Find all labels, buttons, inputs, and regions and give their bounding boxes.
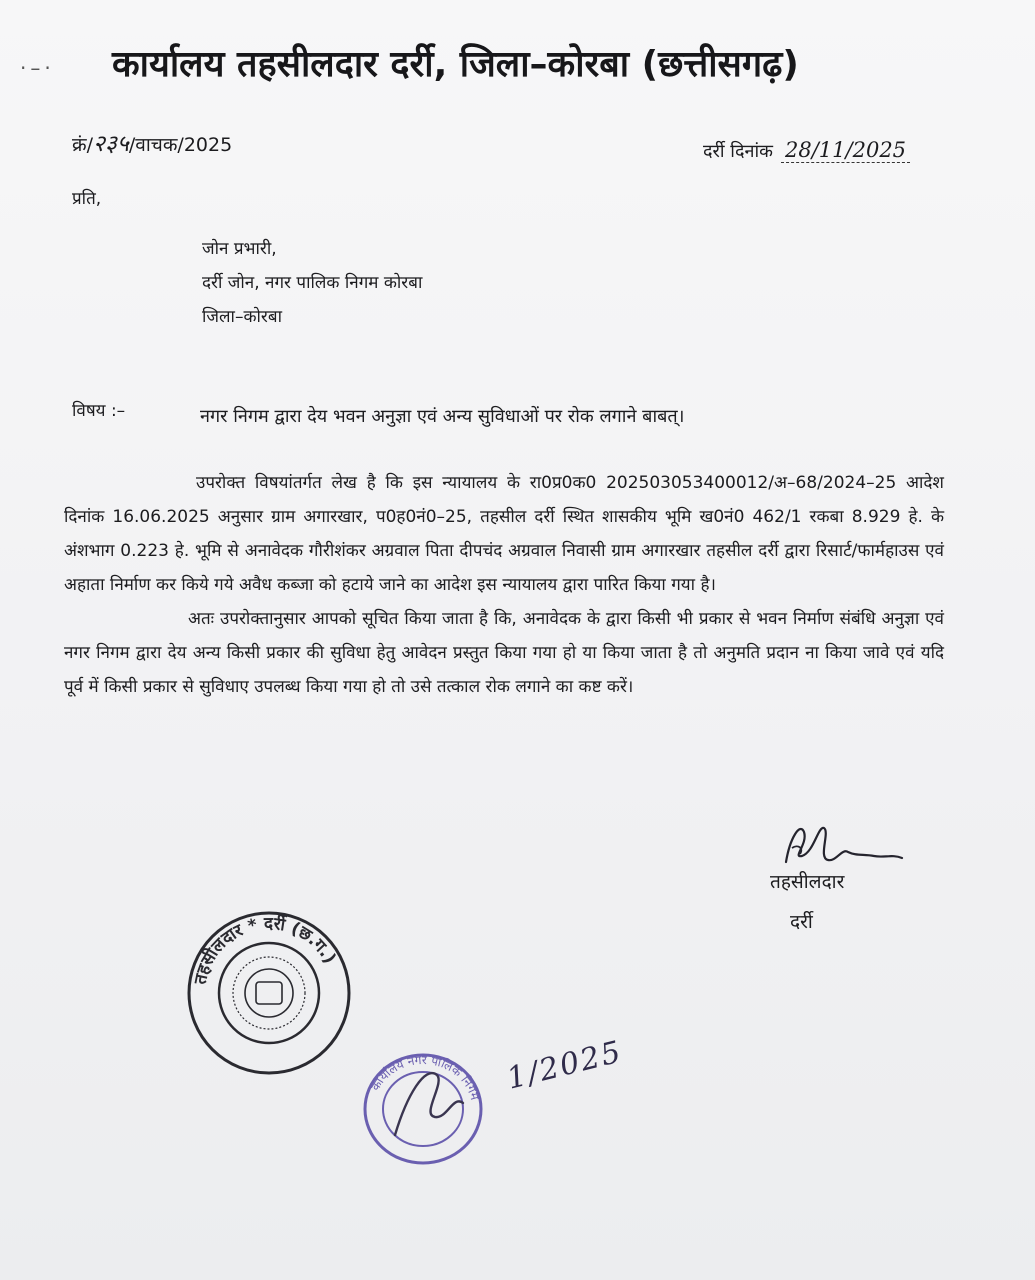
reference-number [72, 126, 232, 158]
recipient-line: जिला–कोरबा [202, 307, 282, 327]
reference-handwritten-number: २३५ [93, 131, 129, 157]
body-paragraph-2: अतः उपरोक्तानुसार आपको सूचित किया जाता है कि, अनावेदक के द्वारा किसी भी प्रकार से भवन निर्माण संबंधि अनुज्ञा एवं नगर निगम द्वारा देय अन्य किसी प्रकार की सुविधा हेतु आवेदन प्रस्तुत किया गया हो या किया जाता है तो अनुमति प्रदान ना किया जावे एवं यदि पूर्व में किसी प्रकार से सुविधाए उपलब्ध किया गया हो तो उसे तत्काल रोक लगाने का कष्ट करें। [64, 609, 944, 697]
top-margin-mark: ·–· [20, 56, 55, 80]
official-round-seal [184, 908, 354, 1078]
recipient-line: दर्री जोन, नगर पालिक निगम कोरबा [202, 273, 423, 293]
receipt-stamp [355, 1045, 495, 1170]
svg-text:कार्यालय नगर पालिक निगम: कार्यालय नगर पालिक निगम [368, 1052, 482, 1102]
recipient-line: जोन प्रभारी, [202, 239, 277, 259]
recipient-address [202, 232, 422, 334]
reference-suffix: /वाचक/2025 [128, 134, 233, 156]
office-heading: कार्यालय तहसीलदार दर्री, जिला–कोरबा (छत्तीसगढ़) [112, 44, 799, 85]
letter-body [64, 466, 944, 704]
date-label: दर्री दिनांक [703, 141, 773, 162]
signatory-title: तहसीलदार [770, 871, 845, 893]
letter-date [703, 138, 910, 163]
subject-label: विषय :– [72, 401, 126, 421]
subject-text: नगर निगम द्वारा देय भवन अनुज्ञा एवं अन्य सुविधाओं पर रोक लगाने बाबत्। [200, 406, 685, 427]
receipt-handwritten-date: 1/2025 [503, 1034, 627, 1097]
reference-prefix: क्रं/ [72, 134, 93, 156]
to-label: प्रति, [72, 189, 102, 209]
body-paragraph-1: उपरोक्त विषयांतर्गत लेख है कि इस न्यायालय के रा0प्र0क0 202503053400012/अ–68/2024–25 आदेश दिनांक 16.06.2025 अनुसार ग्राम अगारखार, प0ह0नं0–25, तहसील दर्री स्थित शासकीय भूमि ख0नं0 462/1 रकबा 8.929 हे. के अंशभाग 0.223 हे. भूमि से अनावेदक गौरीशंकर अग्रवाल पिता दीपचंद अग्रवाल निवासी ग्राम अगारखार तहसील दर्री द्वारा रिसार्ट/फार्महाउस एवं अहाता निर्माण कर किये गये अवैध कब्जा को हटाये जाने का आदेश इस न्यायालय द्वारा पारित किया गया है। [64, 473, 944, 595]
svg-text:तहसीलदार * दर्री (छ.ग.): तहसीलदार * दर्री (छ.ग.) [190, 913, 340, 986]
date-handwritten-value: 28/11/2025 [781, 138, 910, 163]
signatory-place: दर्री [790, 911, 813, 933]
